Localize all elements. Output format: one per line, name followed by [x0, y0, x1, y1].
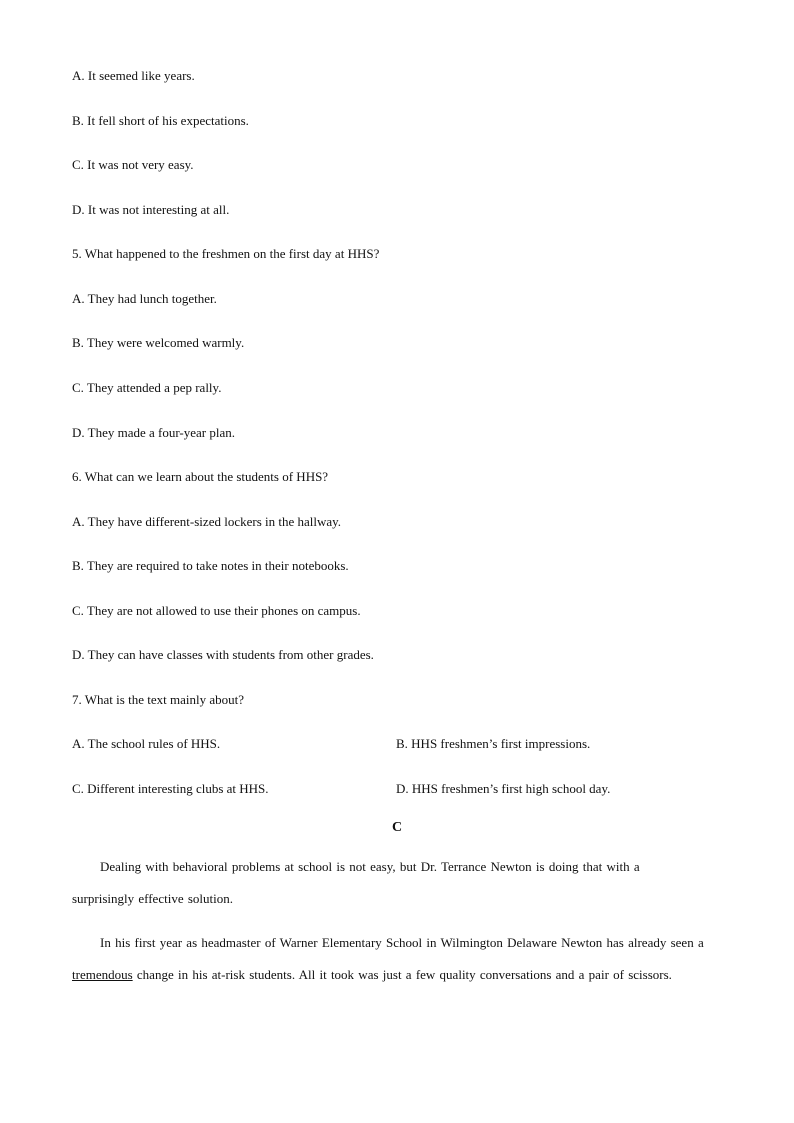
q4-option-c: C. It was not very easy. — [72, 157, 194, 172]
q6-option-a: A. They have different-sized lockers in the hallway. — [72, 514, 342, 529]
q6-option-d: D. They can have classes with students from other grades. — [72, 647, 374, 662]
q6-option-c: C. They are not allowed to use their phones on campus. — [72, 603, 361, 618]
q6-stem: 6. What can we learn about the students of HHS? — [72, 469, 329, 484]
q5-option-b: B. They were welcomed warmly. — [72, 335, 245, 350]
q5-option-c: C. They attended a pep rally. — [72, 380, 222, 395]
q7-option-c: C. Different interesting clubs at HHS. — [72, 781, 269, 796]
section-c-heading: C — [391, 820, 403, 835]
q7-option-d: D. HHS freshmen’s first high school day. — [396, 781, 611, 796]
q4-option-a: A. It seemed like years. — [72, 68, 195, 83]
paragraph-2-text-start: In his first year as headmaster of Warner Elementary School in Wilmington Delaware Newton has already seen a — [100, 935, 704, 950]
section-c-paragraph-1: Dealing with behavioral problems at school is not easy, but Dr. Terrance Newton is doing that with a surprisingly effective solution. — [72, 859, 640, 906]
q7-stem: 7. What is the text mainly about? — [72, 692, 244, 707]
paragraph-2-text-end: change in his at-risk students. All it took was just a few quality conversations and a pair of scissors. — [132, 967, 672, 982]
q5-stem: 5. What happened to the freshmen on the first day at HHS? — [72, 246, 380, 261]
q5-option-d: D. They made a four-year plan. — [72, 425, 236, 440]
q4-option-b: B. It fell short of his expectations. — [72, 113, 249, 128]
q5-option-a: A. They had lunch together. — [72, 291, 217, 306]
q7-option-b: B. HHS freshmen’s first impressions. — [396, 736, 591, 751]
q4-option-d: D. It was not interesting at all. — [72, 202, 230, 217]
q6-option-b: B. They are required to take notes in their notebooks. — [72, 558, 349, 573]
vocab-underlined-word: tremendous — [72, 967, 133, 982]
q7-option-a: A. The school rules of HHS. — [72, 736, 221, 751]
section-c-paragraph-2 — [72, 927, 704, 991]
